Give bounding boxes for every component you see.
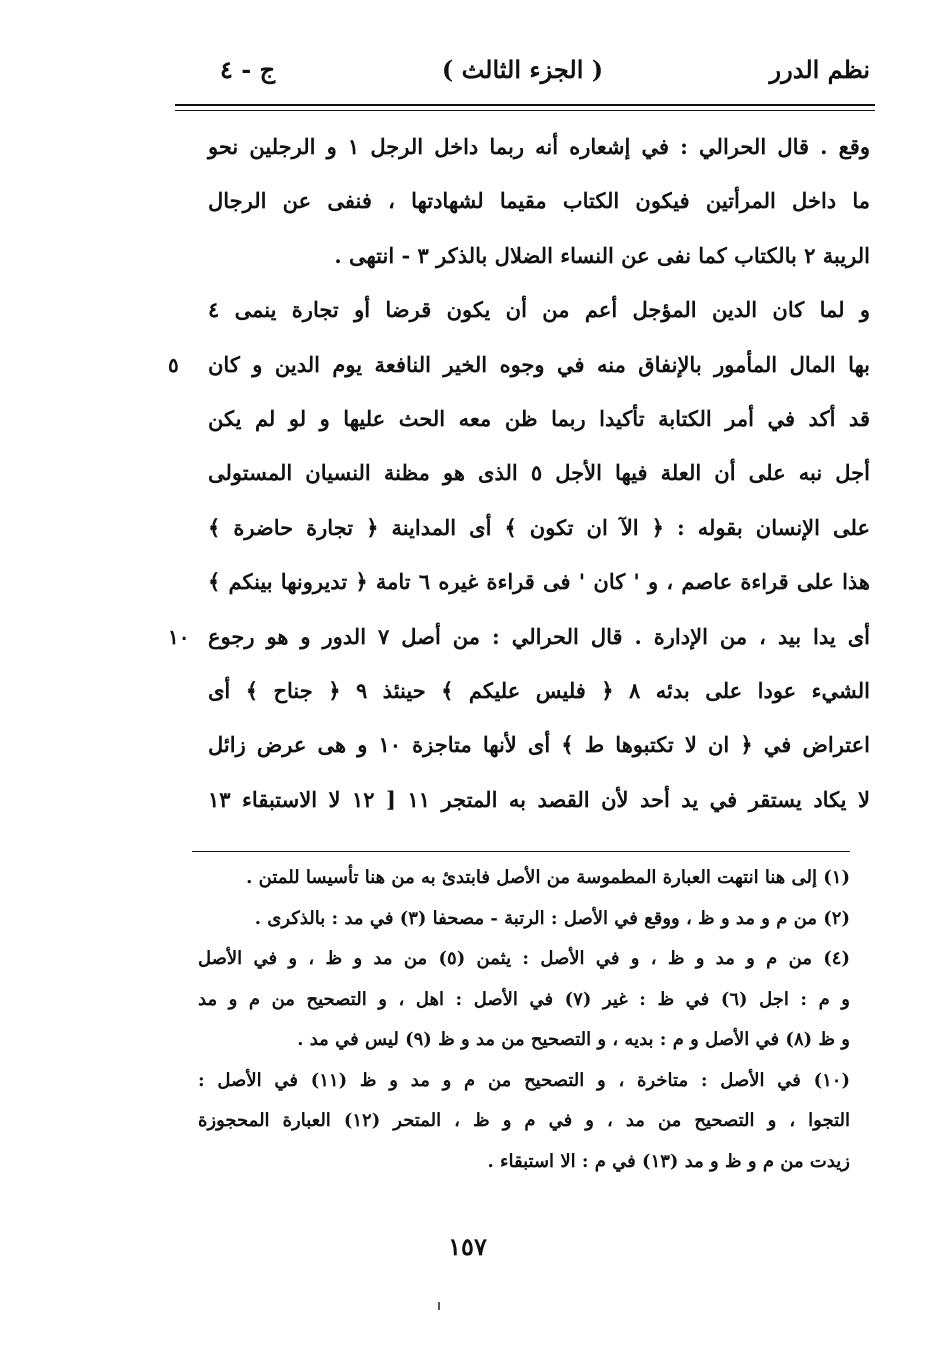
- text-line: [160, 338, 870, 392]
- footnote-line: و م : اجل (٦) في ظ : غير (٧) في الأصل : اهل ، و التصحيح من م و مد: [198, 988, 850, 1010]
- footnote-line: (٤) من م و مد و ظ ، و في الأصل : يثمن (٥) من مد و ظ ، و في الأصل: [198, 948, 850, 969]
- page-number: ١٥٧: [448, 1232, 487, 1261]
- text-line: [160, 555, 870, 609]
- text-line-content: الشيء عودا على بدئه ٨ ﴿ فليس عليكم ﴾ حينئذ ٩ ﴿ جناح ﴾ أى: [208, 677, 870, 703]
- footnote-line: التجوا ، و التصحيح من مد ، و في م و ظ ، المتحر (١٢) العبارة المحجوزة: [198, 1110, 850, 1131]
- text-line: [160, 664, 870, 718]
- text-line: [160, 718, 870, 772]
- footnotes: [198, 858, 850, 1182]
- text-line-content: أجل نبه على أن العلة فيها الأجل ٥ الذى هو مظنة النسيان المستولى: [208, 460, 870, 486]
- text-line-content: هذا على قراءة عاصم ، و ' كان ' فى قراءة غيره ٦ تامة ﴿ تديرونها بينكم ﴾: [208, 569, 870, 595]
- text-line: [160, 174, 870, 228]
- footnote-line: (٢) من م و مد و ظ ، ووقع في الأصل : الرتبة - مصحفا (٣) في مد : بالذكرى .: [254, 907, 850, 929]
- text-line: [160, 773, 870, 827]
- text-line-content: على الإنسان بقوله : ﴿ الآ ان تكون ﴾ أى المداينة ﴿ تجارة حاضرة ﴾: [208, 514, 870, 540]
- text-line-content: بها المال المأمور بالإنفاق منه في وجوه الخير النافعة يوم الدين و كان: [208, 351, 870, 377]
- text-line-content: لا يكاد يستقر في يد أحد لأن القصد به المتجر ١١ [ ١٢ لا الاستبقاء ١٣: [208, 786, 870, 812]
- text-line-content: أى يدا بيد ، من الإدارة . قال الحرالي : من أصل ٧ الدور و هو رجوع: [208, 623, 870, 649]
- footnote-line: زيدت من م و ظ و مد (١٣) في م : الا استبقاء .: [487, 1150, 850, 1172]
- text-line: [160, 120, 870, 174]
- part-title: ( الجزء الثالث ): [441, 55, 604, 84]
- book-title: نظم الدرر: [769, 55, 870, 84]
- footnote-separator: [192, 851, 850, 852]
- header-rule-thin: [175, 110, 875, 111]
- footnote-line: (١٠) في الأصل : متاخرة ، و التصحيح من م و مد و ظ (١١) في الأصل :: [198, 1069, 850, 1091]
- text-line: [160, 501, 870, 555]
- footnote-line: (١) إلى هنا انتهت العبارة المطموسة من الأصل فابتدئ به من هنا تأسيسا للمتن .: [246, 867, 850, 888]
- text-line-content: الريبة ٢ بالكتاب كما نفى عن النساء الضلال بالذكر ٣ - انتهى .: [334, 242, 870, 268]
- text-line: [160, 610, 870, 664]
- text-line: [160, 446, 870, 500]
- header-rule: [175, 104, 875, 106]
- text-line-content: و لما كان الدين المؤجل أعم من أن يكون قرضا أو تجارة ينمى ٤: [208, 297, 870, 323]
- main-text: [160, 120, 870, 827]
- print-speck: [438, 1302, 440, 1310]
- text-line-content: ما داخل المرأتين فيكون الكتاب مقيما لشهادتها ، فنفى عن الرجال: [208, 188, 870, 214]
- page-header: [175, 55, 870, 95]
- text-line-content: اعتراض في ﴿ ان لا تكتبوها ط ﴾ أى لأنها متاجزة ١٠ و هى عرض زائل: [208, 732, 870, 758]
- text-line-content: وقع . قال الحرالي : في إشعاره أنه ربما داخل الرجل ١ و الرجلين نحو: [208, 134, 870, 159]
- text-line: [160, 283, 870, 337]
- text-line: [160, 229, 870, 283]
- footnote-line: و ظ (٨) في الأصل و م : بديه ، و التصحيح من مد و ظ (٩) ليس في مد .: [297, 1029, 850, 1050]
- text-line: [160, 392, 870, 446]
- text-line-content: قد أكد في أمر الكتابة تأكيدا ربما ظن معه الحث عليها و لو لم يكن: [208, 405, 870, 431]
- line-number: ١٠: [168, 624, 190, 649]
- volume-label: ج - ٤: [220, 55, 276, 84]
- line-number: ٥: [168, 352, 179, 377]
